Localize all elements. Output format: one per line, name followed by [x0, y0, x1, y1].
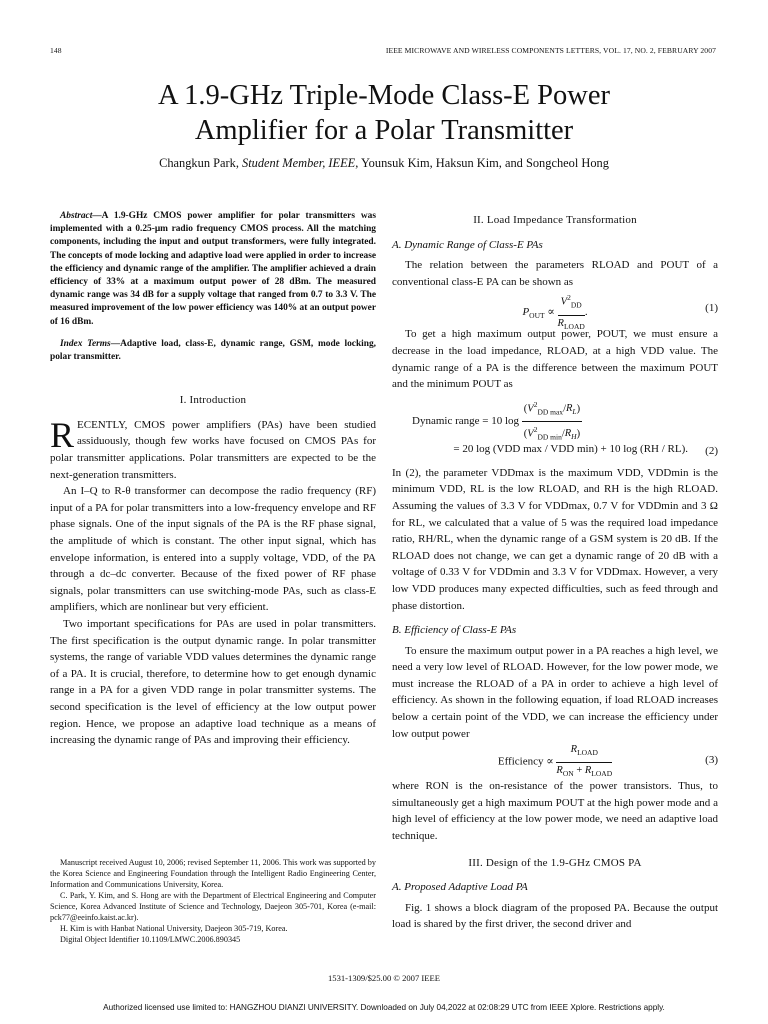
equation-1-number: (1)	[705, 302, 718, 315]
equation-2: Dynamic range = 10 log $\frac{(V^2_{DD max}/R_L)}{(V^2_{DD min}/R_H)}$ = 20 log (VDD max / VDD min) + 10 log (RH / RL). (2)	[392, 393, 718, 465]
abstract	[50, 210, 376, 329]
subsection-2b-title: B. Efficiency of Class-E PAs	[392, 624, 517, 637]
section-3-title: III. Design of the 1.9-GHz CMOS PA	[468, 856, 642, 869]
sec2a-paragraph-3: In (2), the parameter VDDmax is the maximum VDD, VDDmin is the minimum VDD, RL is the low RLOAD, and RH is the high RLOAD. Assuming the values of 3.3 V for VDDmax, 0.7 V for VDDmin and 3 Ω for RL, we calculated that a value of 5 was the required load impedance ratio, RH/RL, when the dynamic range of a GSM system is 20 dB. If the RLOAD does not change, we can get a dynamic range of 20 dB with a voltage of 0.33 V for VDDmin and 3.3 V for VDDmax. However, a very low VDD produces many expected difficulties, such as feed through and phase distortion.	[392, 466, 718, 612]
page-number: 148	[50, 46, 62, 55]
author-1: Changkun Park,	[159, 156, 239, 170]
intro-p1-text: ECENTLY, CMOS power amplifiers (PAs) have been studied assiduously, though few works have focused on CMOS PAs for polar transmitter applications. Polar transmitters are expected to be the next-generation transmitters.	[50, 418, 376, 481]
journal-header: IEEE MICROWAVE AND WIRELESS COMPONENTS LETTERS, VOL. 17, NO. 2, FEBRUARY 2007	[385, 46, 716, 55]
sec2b-paragraph-1: To ensure the maximum output power in a PA reaches a high level, we need a very low level of RLOAD. However, for the low power mode, we must increase the RLOAD of a PA in order to achieve a high level of efficiency. As shown in the following equation, if load RLOAD increases below a certain point of the VDD, we can increase the efficiency under low output power	[392, 644, 718, 740]
footnotes	[50, 857, 376, 945]
equation-1: $P_{OUT}$ ∝ $\frac{V^2_{DD}}{R_{LOAD}}$ . (1)	[392, 290, 718, 326]
equation-2-label: Dynamic range = 10 log	[412, 414, 520, 427]
author-list	[0, 156, 768, 171]
footnote-affiliation-1: C. Park, Y. Kim, and S. Hong are with the Department of Electrical Engineering and Computer Science, Korea Advanced Institute of Science and Technology, Daejeon 305-701, Korea (e-mail: pck77@eeinfo.kaist.ac.kr).	[50, 891, 376, 922]
footnote-manuscript: Manuscript received August 10, 2006; revised September 11, 2006. This work was supported by the Korea Science and Engineering Foundation through the Intelligent Radio Engineering Center, Information and Communications University, Korea.	[50, 858, 376, 889]
author-1-role: Student Member, IEEE	[242, 156, 356, 170]
sec2a-paragraph-2: To get a high maximum output power, POUT, we must ensure a decrease in the load impedance, RLOAD, at a high VDD value. The dynamic range of a PA is the difference between the maximum POUT and the minimum POUT as	[392, 328, 718, 391]
index-terms	[50, 338, 376, 364]
license-notice: Authorized licensed use limited to: HANGZHOU DIANZI UNIVERSITY. Downloaded on July 04,2022 at 02:08:29 UTC from IEEE Xplore. Restrictions apply.	[103, 1003, 665, 1012]
equation-3: Efficiency ∝ $\frac{R_{LOAD}}{R_{ON} + R_{LOAD}}$ (3)	[497, 744, 718, 779]
footnote-affiliation-2: H. Kim is with Hanbat National University, Daejeon 305-719, Korea.	[60, 924, 288, 933]
drop-cap: R	[50, 414, 75, 455]
sec3a-paragraph-1: Fig. 1 shows a block diagram of the proposed PA. Because the output load is shared by the first driver, the second driver and	[392, 901, 718, 931]
abstract-text: —A 1.9-GHz CMOS power amplifier for polar transmitters was implemented with a 0.25-μm radio frequency CMOS process. All the matching components, including the input and output transformers, were fully integrated. The concepts of mode locking and adaptive load were applied in order to increase the efficiency and dynamic range of the amplifier. The amplifier achieved a drain efficiency of 33% at a maximum output power of 28 dBm. The measured dynamic range was 34 dB for a supply voltage that ranged from 0.7 to 3.3 V. The measured improvement of the low power efficiency was 140% at an output power of 16 dBm.	[50, 211, 376, 327]
equation-2-number: (2)	[705, 444, 718, 457]
section-2-title: II. Load Impedance Transformation	[473, 214, 637, 226]
intro-paragraph-3: Two important specifications for PAs are used in polar transmitters. The first specification is the output dynamic range. In polar transmitter systems, the range of variable VDD values determines the dynamic range of a PA. It is crucial, therefore, to determine how to get enough dynamic range in a PA for a given VDD range in polar transmitter systems. The second specification is the level of efficiency at the low output power region. Hence, we propose an adaptive load technique as a means of increasing the dynamic range of PAs and improving their efficiency.	[50, 617, 376, 747]
title-line-1: A 1.9-GHz Triple-Mode Class-E Power	[157, 80, 611, 111]
paper-title	[0, 78, 768, 148]
left-column	[50, 210, 377, 944]
equation-2-line-2: = 20 log (VDD max / VDD min) + 10 log (RH / RL).	[453, 442, 688, 455]
index-terms-text: —Adaptive load, class-E, dynamic range, GSM, mode locking, polar transmitter.	[50, 338, 377, 363]
equation-3-label: Efficiency ∝	[497, 755, 554, 768]
subsection-3a-title: A. Proposed Adaptive Load PA	[392, 881, 528, 894]
intro-paragraph-2: An I–Q to R-θ transformer can decompose the radio frequency (RF) input of a PA for polar transmitters into a low-frequency envelope and RF phase signals. One of the input signals of the PA is the RF phase signal, the amplitude of which is constant. The other input signal, which has envelope information, is entered into a supply voltage, VDD, of the PA through a dc–dc converter. Because of the fixed power of RF phase signals, polar transmitters can use switching-mode PAs, such as class-E amplifiers, which are nonlinear but very efficient.	[50, 485, 376, 614]
subsection-2a-title: A. Dynamic Range of Class-E PAs	[392, 238, 543, 251]
copyright-line: 1531-1309/$25.00 © 2007 IEEE	[327, 973, 441, 983]
title-line-2: Amplifier for a Polar Transmitter	[194, 115, 574, 146]
abstract-label: Abstract	[60, 211, 93, 221]
author-rest: , Younsuk Kim, Haksun Kim, and Songcheol Hong	[355, 156, 609, 170]
footnote-doi: Digital Object Identifier 10.1109/LMWC.2006.890345	[60, 935, 241, 944]
sec2b-paragraph-2: where RON is the on-resistance of the power transistors. Thus, to simultaneously get a high maximum POUT at the high power mode and a high level of efficiency at the low power mode, we need an adaptive load technique.	[392, 780, 718, 843]
section-1-title: I. Introduction	[179, 394, 247, 407]
sec2a-paragraph-1: The relation between the parameters RLOAD and POUT of a conventional class-E PA can be shown as	[392, 259, 718, 288]
intro-paragraph-1	[50, 414, 376, 483]
index-terms-label: Index Terms	[60, 338, 111, 349]
right-column	[392, 210, 718, 933]
equation-3-number: (3)	[705, 754, 718, 767]
